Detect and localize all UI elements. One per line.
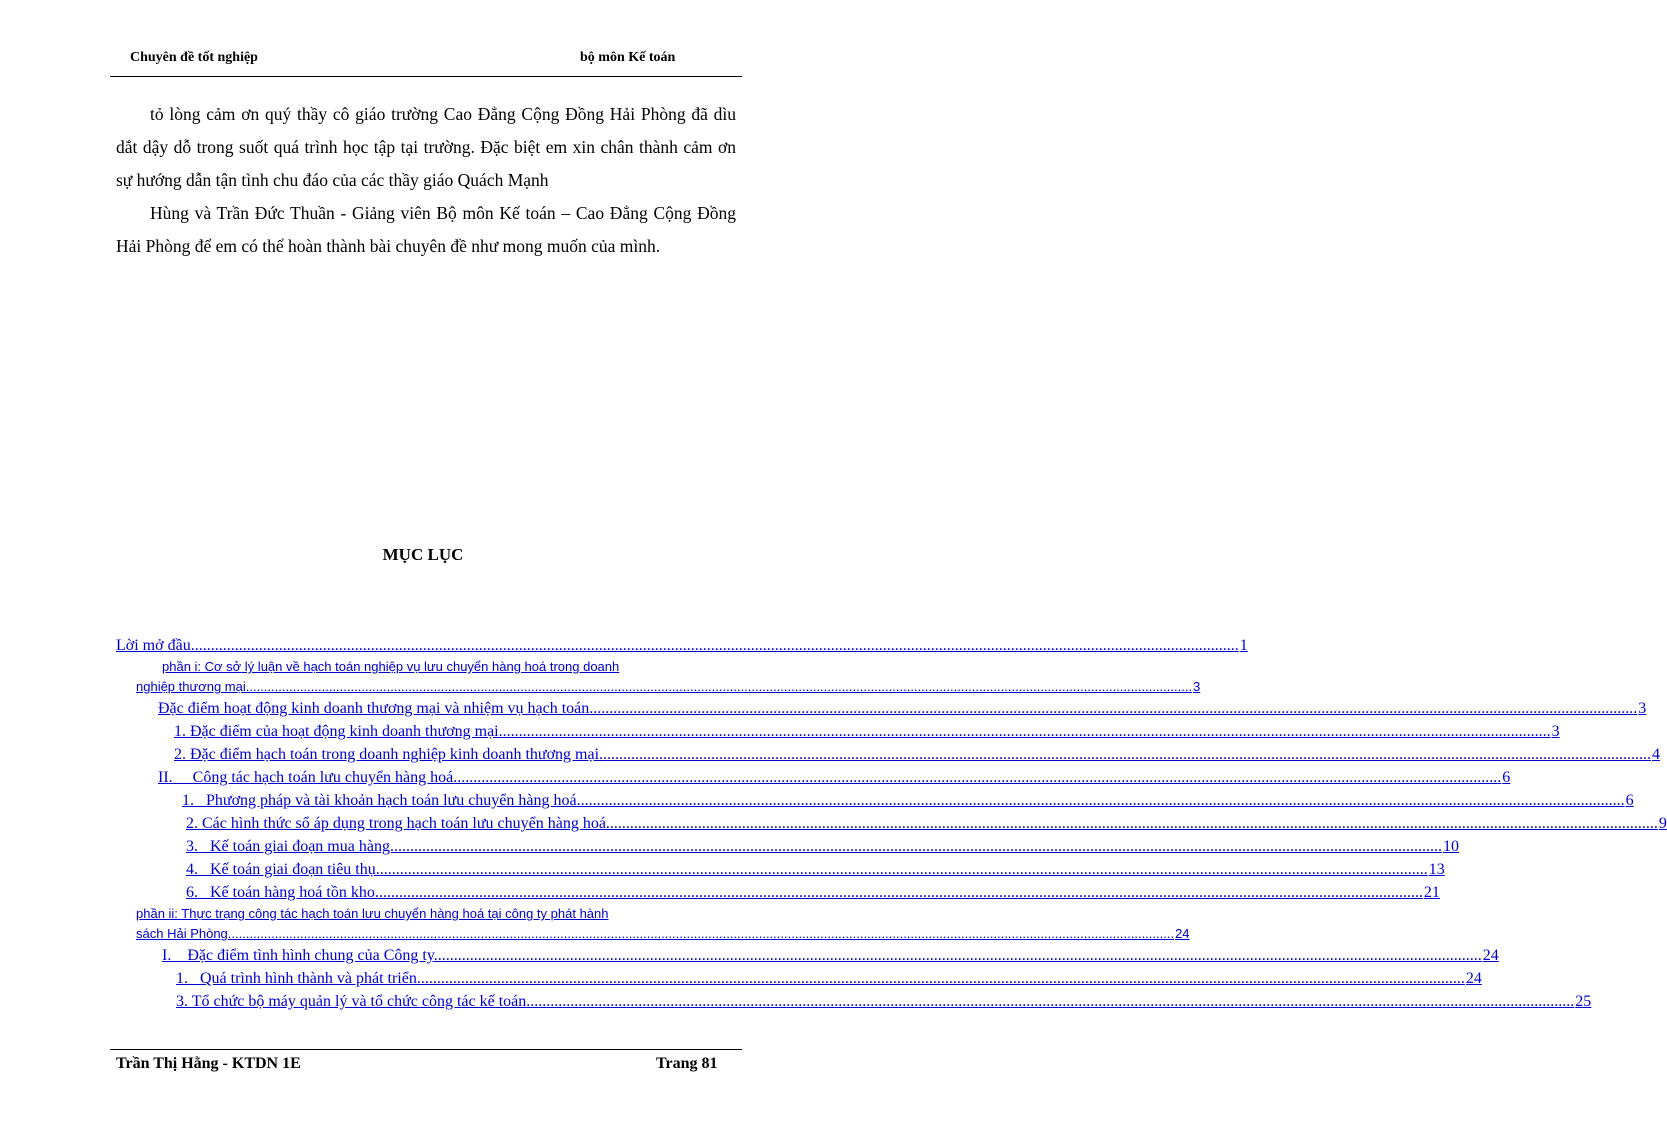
table-of-contents — [116, 634, 1667, 1013]
toc-entry-i-1[interactable]: 1. Quá trình hình thành và phát triển ..... 24 — [116, 967, 736, 990]
footer-rule — [110, 1049, 742, 1050]
paragraph-1: tỏ lòng cảm ơn quý thầy cô giáo trường Cao Đẳng Cộng Đồng Hải Phòng đã dìu dắt dậy dỗ trong suốt quá trình học tập tại trường. Đặc biệt em xin chân thành cảm ơn sự hướng dẫn tận tình chu đáo của các thầy giáo Quách Mạnh — [116, 104, 736, 190]
toc-entry-1-1[interactable]: 1. Đặc điểm của hoạt động kinh doanh thương mại. ..... 3 — [116, 720, 736, 743]
header-department: bộ môn Kế toán — [580, 50, 676, 65]
toc-entry-ii-4[interactable]: 4. Kế toán giai đoạn tiêu thụ. ..... 13 — [116, 858, 736, 881]
toc-entry-i-3[interactable]: 3. Tổ chức bộ máy quản lý và tổ chức công tác kế toán ..... 25 — [116, 990, 736, 1013]
header-rule — [110, 76, 742, 77]
paragraph-2: Hùng và Trần Đức Thuần - Giảng viên Bộ môn Kế toán – Cao Đẳng Cộng Đồng Hải Phòng để em có thể hoàn thành bài chuyên đề như mong muốn của mình. — [116, 203, 736, 256]
toc-entry-phan-1-cont[interactable]: nghiệp thương mại ..... 3 — [116, 677, 736, 697]
toc-title: MỤC LỤC — [382, 545, 464, 564]
toc-entry-ii-6[interactable]: 6. Kế toán hàng hoá tồn kho ..... 21 — [116, 881, 736, 904]
toc-entry-ii-1[interactable]: 1. Phương pháp và tài khoản hạch toán lưu chuyển hàng hoá ..... 6 — [116, 789, 736, 812]
toc-entry-loi-mo-dau[interactable]: Lời mở đầu ..... 1 — [116, 634, 736, 657]
toc-entry-phan-2-cont[interactable]: sách Hải Phòng ..... 24 — [116, 924, 736, 944]
page-number: Trang 81 — [656, 1055, 718, 1072]
body-text — [116, 98, 736, 263]
toc-entry-phan-2[interactable]: phần ii: Thực trạng công tác hạch toán lưu chuyển hàng hoá tại công ty phát hành — [136, 906, 609, 921]
toc-entry-ii-3[interactable]: 3. Kế toán giai đoạn mua hàng. ..... 10 — [116, 835, 736, 858]
footer-author: Trần Thị Hằng - KTDN 1E — [116, 1055, 301, 1072]
toc-entry-ii[interactable]: II. Công tác hạch toán lưu chuyển hàng hoá ..... 6 — [116, 766, 736, 789]
toc-entry-i[interactable]: I. Đặc điểm tình hình chung của Công ty ..... 24 — [116, 944, 736, 967]
toc-entry-ii-2[interactable]: 2. Các hình thức sổ áp dụng trong hạch toán lưu chuyển hàng hoá. ..... 9 — [116, 812, 736, 835]
header-title: Chuyên đề tốt nghiệp — [130, 50, 258, 65]
toc-entry-1-2[interactable]: 2. Đặc điểm hạch toán trong doanh nghiệp kinh doanh thương mại. ..... 4 — [116, 743, 736, 766]
toc-entry-dac-diem-hoat-dong[interactable]: Đặc điểm hoạt động kinh doanh thương mại và nhiệm vụ hạch toán ..... 3 — [116, 697, 736, 720]
toc-entry-phan-1[interactable]: phần i: Cơ sở lý luận về hạch toán nghiệp vụ lưu chuyển hàng hoá trong doanh — [162, 659, 620, 674]
